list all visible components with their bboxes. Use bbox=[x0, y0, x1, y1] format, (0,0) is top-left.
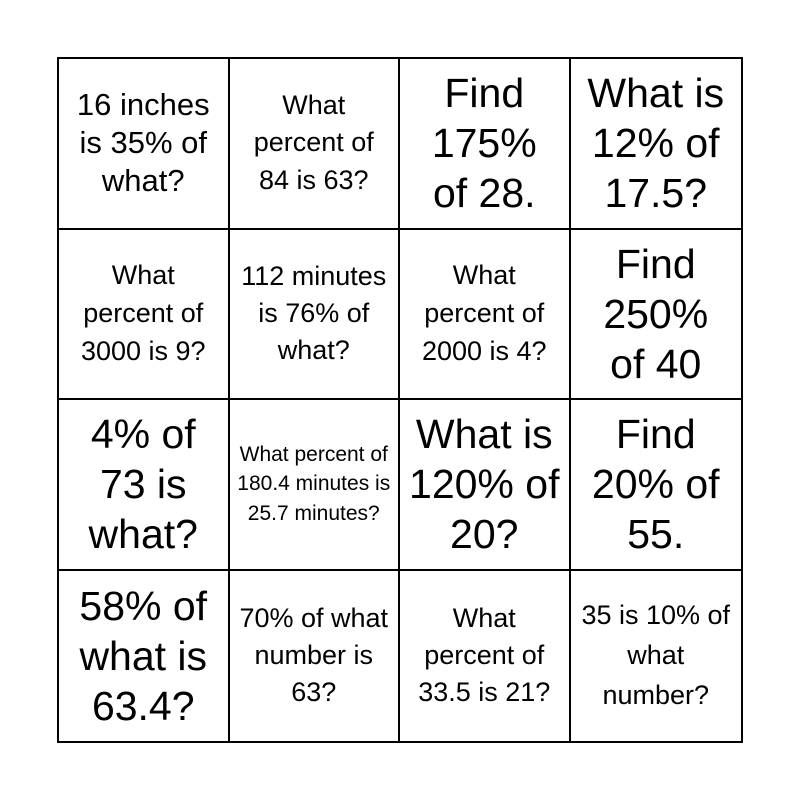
bingo-cell[interactable] bbox=[59, 230, 230, 401]
cell-text: Find 175% of 28. bbox=[431, 70, 537, 217]
cell-text: 70% of what number is 63? bbox=[239, 602, 389, 708]
cell-text: 35 is 10% of what number? bbox=[581, 599, 731, 710]
bingo-cell[interactable] bbox=[571, 59, 742, 230]
cell-text: 112 minutes is 76% of what? bbox=[241, 260, 387, 366]
bingo-cell[interactable] bbox=[59, 400, 230, 571]
cell-text: 16 inches is 35% of what? bbox=[76, 86, 210, 199]
bingo-cell[interactable] bbox=[230, 571, 401, 742]
bingo-cell[interactable] bbox=[571, 571, 742, 742]
bingo-cell[interactable] bbox=[59, 59, 230, 230]
bingo-cell[interactable] bbox=[59, 571, 230, 742]
bingo-cell[interactable] bbox=[571, 400, 742, 571]
bingo-card bbox=[57, 57, 743, 743]
cell-text: What percent of 33.5 is 21? bbox=[418, 602, 551, 708]
bingo-cell[interactable] bbox=[230, 400, 401, 571]
cell-text: Find 250% of 40 bbox=[603, 240, 709, 387]
cell-text: 4% of 73 is what? bbox=[88, 411, 198, 558]
cell-text: What percent of 180.4 minutes is 25.7 minutes? bbox=[237, 442, 391, 526]
bingo-cell[interactable] bbox=[230, 230, 401, 401]
cell-text: What percent of 84 is 63? bbox=[253, 89, 374, 196]
cell-text: What is 120% of 20? bbox=[409, 411, 560, 558]
cell-text: Find 20% of 55. bbox=[591, 411, 720, 558]
cell-text: 58% of what is 63.4? bbox=[79, 582, 208, 729]
cell-text: What percent of 2000 is 4? bbox=[421, 260, 547, 366]
cell-text: What percent of 3000 is 9? bbox=[80, 260, 206, 366]
cell-text: What is 12% of 17.5? bbox=[587, 70, 725, 217]
bingo-cell[interactable] bbox=[400, 230, 571, 401]
bingo-cell[interactable] bbox=[230, 59, 401, 230]
bingo-cell[interactable] bbox=[400, 400, 571, 571]
bingo-cell[interactable] bbox=[400, 571, 571, 742]
bingo-cell[interactable] bbox=[400, 59, 571, 230]
bingo-cell[interactable] bbox=[571, 230, 742, 401]
